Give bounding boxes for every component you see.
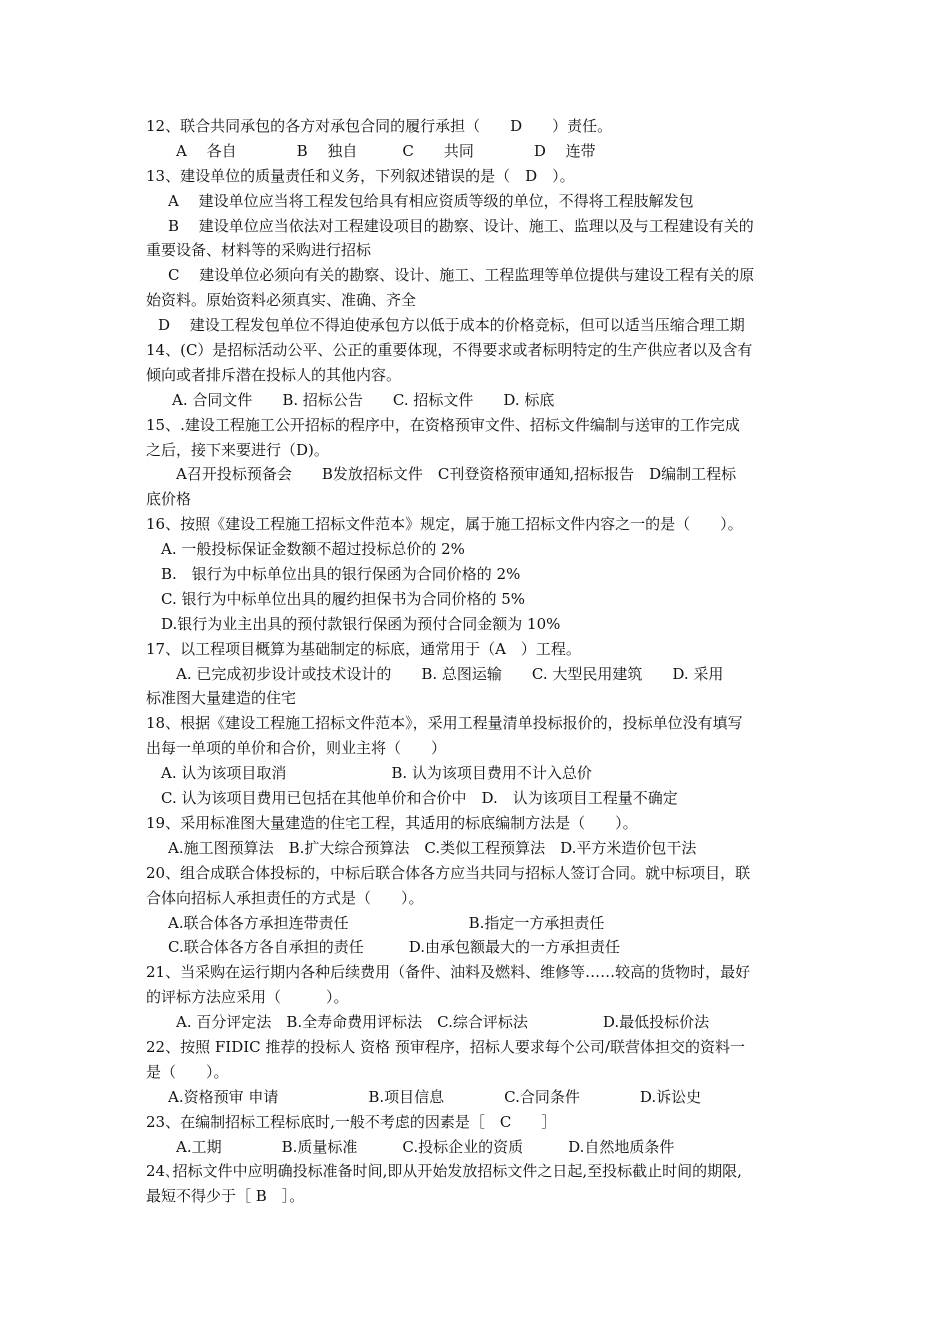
question-20-stem-continued: 合体向招标人承担责任的方式是（ ）。 (146, 888, 424, 907)
question-24-stem-continued: 最短不得少于［ B ］。 (146, 1187, 305, 1206)
question-16-option-a: A. 一般投标保证金数额不超过投标总价的 2% (161, 540, 465, 559)
document-body (146, 114, 814, 1209)
question-22-stem-continued: 是（ ）。 (146, 1062, 229, 1081)
question-14-options: A. 合同文件 B. 招标公告 C. 招标文件 D. 标底 (172, 390, 555, 409)
question-18-options-ab: A. 认为该项目取消 B. 认为该项目费用不计入总价 (161, 764, 592, 783)
question-21-stem-continued: 的评标方法应采用（ ）。 (146, 988, 349, 1007)
question-23-options: A.工期 B.质量标准 C.投标企业的资质 D.自然地质条件 (176, 1137, 675, 1156)
question-23-stem: 23、在编制招标工程标底时,一般不考虑的因素是［ C ］ (146, 1112, 557, 1131)
question-22-stem: 22、按照 FIDIC 推荐的投标人 资格 预审程序，招标人要求每个公司/联营体担交的资料一 (146, 1037, 745, 1056)
question-13-option-a: A 建设单位应当将工程发包给具有相应资质等级的单位，不得将工程肢解发包 (168, 191, 694, 210)
question-16-option-d: D.银行为业主出具的预付款银行保函为预付合同金额为 10% (161, 614, 561, 633)
question-16-option-c: C. 银行为中标单位出具的履约担保书为合同价格的 5% (161, 589, 526, 608)
question-20-options-cd: C.联合体各方各自承担的责任 D.由承包额最大的一方承担责任 (168, 938, 620, 957)
question-20-options-ab: A.联合体各方承担连带责任 B.指定一方承担责任 (168, 913, 605, 932)
question-18-options-cd: C. 认为该项目费用已包括在其他单价和合价中 D. 认为该项目工程量不确定 (161, 789, 678, 808)
question-19-options: A.施工图预算法 B.扩大综合预算法 C.类似工程预算法 D.平方米造价包干法 (168, 838, 697, 857)
question-17-options: A. 已完成初步设计或技术设计的 B. 总图运输 C. 大型民用建筑 D. 采用 (176, 664, 724, 683)
question-17-stem: 17、以工程项目概算为基础制定的标底，通常用于（A ）工程。 (146, 639, 581, 658)
question-22-options: A.资格预审 申请 B.项目信息 C.合同条件 D.诉讼史 (168, 1087, 702, 1106)
question-15-options-continued: 底价格 (146, 490, 192, 509)
question-13-option-b-continued: 重要设备、材料等的采购进行招标 (146, 241, 372, 260)
question-16-stem: 16、按照《建设工程施工招标文件范本》规定，属于施工招标文件内容之一的是（ ）。 (146, 515, 743, 534)
question-14-stem: 14、(C）是招标活动公平、公正的重要体现，不得要求或者标明特定的生产供应者以及含有 (146, 341, 753, 360)
question-20-stem: 20、组合成联合体投标的，中标后联合体各方应当共同与招标人签订合同。就中标项目，联 (146, 863, 751, 882)
question-15-stem-continued: 之后，接下来要进行（D)。 (146, 440, 329, 459)
question-16-option-b: B. 银行为中标单位出具的银行保函为合同价格的 2% (161, 565, 521, 584)
question-15-options: A召开投标预备会 B发放招标文件 C刊登资格预审通知,招标报告 D编制工程标 (176, 465, 737, 484)
question-14-stem-continued: 倾向或者排斥潜在投标人的其他内容。 (146, 365, 402, 384)
question-19-stem: 19、采用标准图大量建造的住宅工程，其适用的标底编制方法是（ ）。 (146, 813, 638, 832)
question-15-stem: 15、.建设工程施工公开招标的程序中，在资格预审文件、招标文件编制与送审的工作完成 (146, 415, 740, 434)
question-21-options: A. 百分评定法 B.全寿命费用评标法 C.综合评标法 D.最低投标价法 (176, 1013, 710, 1032)
question-21-stem: 21、当采购在运行期内各种后续费用（备件、油料及燃料、维修等……较高的货物时，最好 (146, 963, 751, 982)
question-13-stem: 13、建设单位的质量责任和义务，下列叙述错误的是（ D ）。 (146, 166, 575, 185)
question-18-stem-continued: 出每一单项的单价和合价，则业主将（ ） (146, 739, 447, 758)
question-17-options-continued: 标准图大量建造的住宅 (146, 689, 297, 708)
question-24-stem: 24､招标文件中应明确投标准备时间,即从开始发放招标文件之日起,至投标截止时间的期限, (146, 1162, 742, 1181)
question-13-option-c-continued: 始资料。原始资料必须真实、准确、齐全 (146, 291, 417, 310)
question-13-option-d: D 建设工程发包单位不得迫使承包方以低于成本的价格竞标，但可以适当压缩合理工期 (158, 316, 745, 335)
question-13-option-b: B 建设单位应当依法对工程建设项目的勘察、设计、施工、监理以及与工程建设有关的 (168, 216, 754, 235)
question-12-options: A 各自 B 独自 C 共同 D 连带 (176, 141, 596, 160)
question-12-stem: 12、联合共同承包的各方对承包合同的履行承担（ D ）责任。 (146, 117, 613, 135)
question-13-option-c: C 建设单位必须向有关的勘察、设计、施工、工程监理等单位提供与建设工程有关的原 (168, 266, 755, 285)
question-18-stem: 18、根据《建设工程施工招标文件范本》，采用工程量清单投标报价的，投标单位没有填写 (146, 714, 743, 733)
